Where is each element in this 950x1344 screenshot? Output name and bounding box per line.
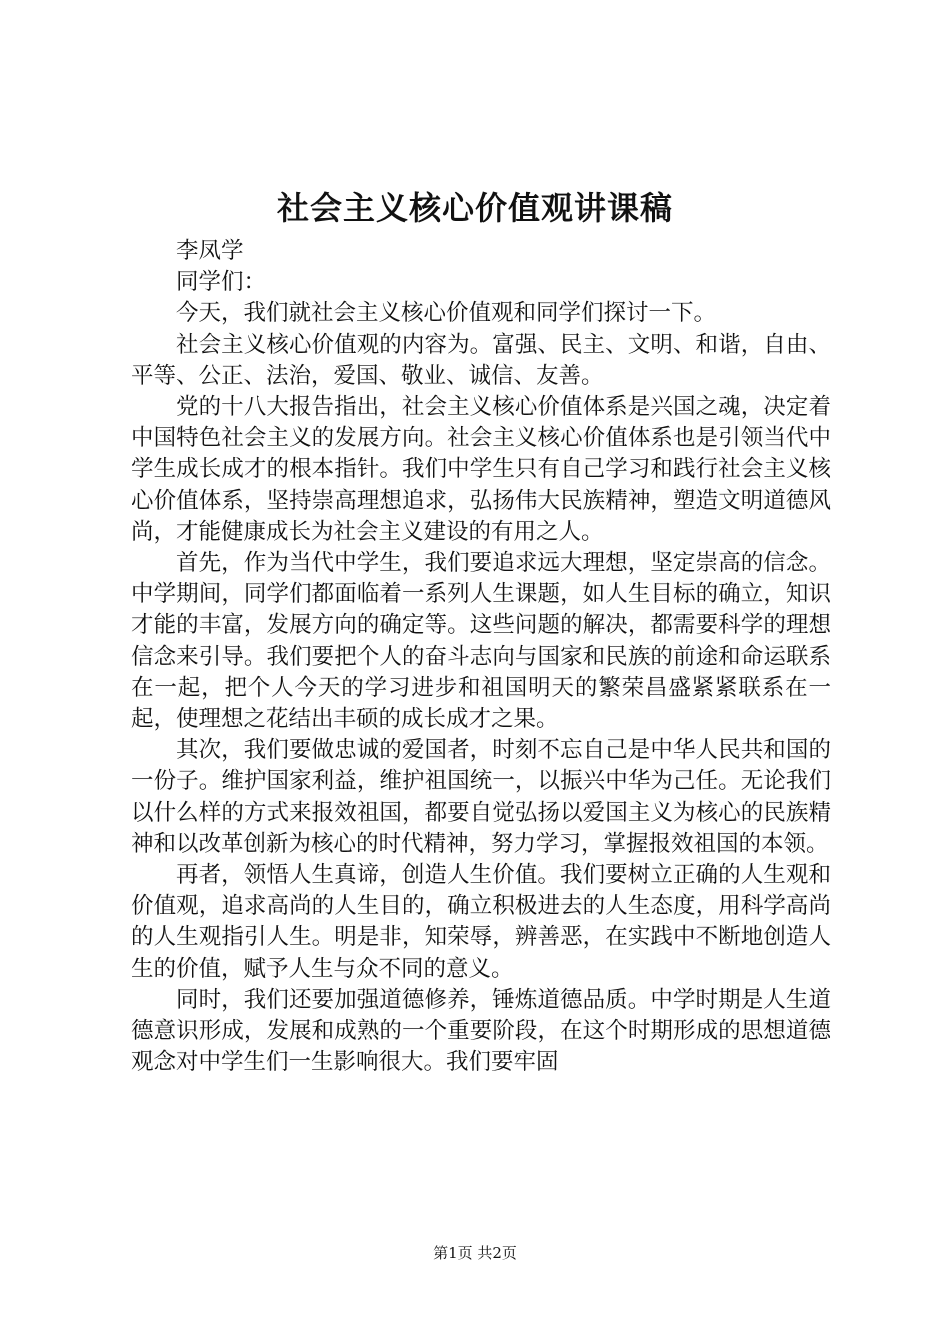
document-body [131, 236, 831, 1078]
document-title: 社会主义核心价值观讲课稿 [276, 189, 673, 227]
paragraph: 社会主义核心价值观的内容为。富强、民主、文明、和谐，自由、平等、公正、法治，爱国、敬业、诚信、友善。 [131, 331, 831, 389]
paragraph: 今天，我们就社会主义核心价值观和同学们探讨一下。 [176, 300, 717, 327]
greeting-line: 同学们： [176, 269, 267, 296]
paragraph: 其次，我们要做忠诚的爱国者，时刻不忘自己是中华人民共和国的一份子。维护国家利益，维护祖国统一，以振兴中华为己任。无论我们以什么样的方式来报效祖国，都要自觉弘扬以爱国主义为核心的民族精神和以改革创新为核心的时代精神，努力学习，掌握报效祖国的本领。 [131, 737, 831, 857]
author-line: 李凤学 [176, 238, 244, 264]
paragraph: 再者，领悟人生真谛，创造人生价值。我们要树立正确的人生观和价值观，追求高尚的人生目的，确立积极进去的人生态度，用科学高尚的人生观指引人生。明是非，知荣辱，辨善恶，在实践中不断地创造人生的价值，赋予人生与众不同的意义。 [131, 862, 831, 982]
paragraph: 党的十八大报告指出，社会主义核心价值体系是兴国之魂，决定着中国特色社会主义的发展方向。社会主义核心价值体系也是引领当代中学生成长成才的根本指针。我们中学生只有自己学习和践行社会主义核心价值体系，坚持崇高理想追求，弘扬伟大民族精神，塑造文明道德风尚，才能健康成长为社会主义建设的有用之人。 [131, 394, 831, 545]
page-footer: 第1页 共2页 [433, 1244, 517, 1262]
paragraph: 同时，我们还要加强道德修养，锤炼道德品质。中学时期是人生道德意识形成，发展和成熟的一个重要阶段，在这个时期形成的思想道德观念对中学生们一生影响很大。我们要牢固 [131, 986, 831, 1076]
paragraph: 首先，作为当代中学生，我们要追求远大理想，坚定崇高的信念。中学期间，同学们都面临着一系列人生课题，如人生目标的确立，知识才能的丰富，发展方向的确定等。这些问题的解决，都需要科学的理想信念来引导。我们要把个人的奋斗志向与国家和民族的前途和命运联系在一起，把个人今天的学习进步和祖国明天的繁荣昌盛紧紧联系在一起，使理想之花结出丰硕的成长成才之果。 [131, 550, 831, 733]
